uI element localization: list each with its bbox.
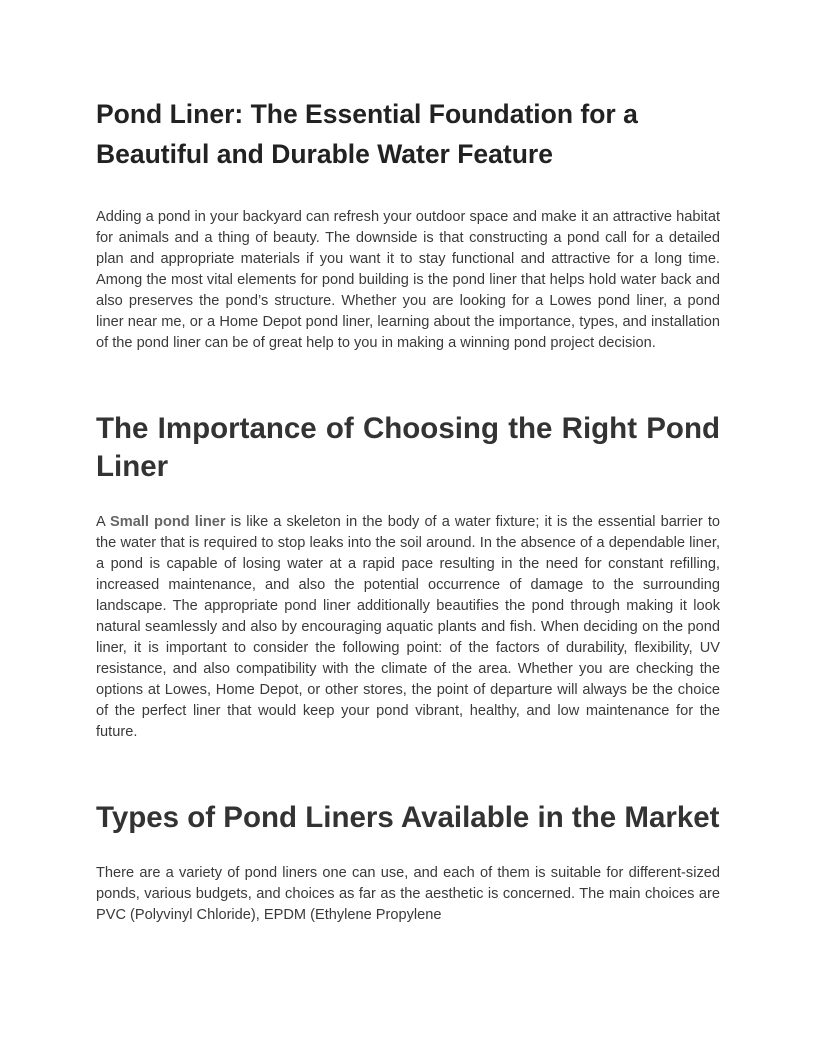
document-page <box>96 94 720 926</box>
intro-paragraph: Adding a pond in your backyard can refresh your outdoor space and make it an attractive habitat for animals and a thing of beauty. The downside is that constructing a pond call for a detailed plan and appropriate materials if you want it to stay functional and attractive for a long time. Among the most vital elements for pond building is the pond liner that helps hold water back and also preserves the pond’s structure. Whether you are looking for a Lowes pond liner, a pond liner near me, or a Home Depot pond liner, learning about the importance, types, and installation of the pond liner can be of great help to you in making a winning pond project decision. <box>96 209 720 351</box>
paragraph-lead: A <box>96 514 111 530</box>
types-paragraph: There are a variety of pond liners one can use, and each of them is suitable for different-sized ponds, various budgets, and choices as far as the aesthetic is concerned. The main choices are PVC (Polyvinyl Chloride), EPDM (Ethylene Propylene <box>96 865 720 923</box>
paragraph-text: is like a skeleton in the body of a water fixture; it is the essential barrier to the water that is required to stop leaks into the soil around. In the absence of a dependable liner, a pond is capable of losing water at a rapid pace resulting in the need for constant refilling, increased maintenance, and also the potential occurrence of damage to the surrounding landscape. The appropriate pond liner additionally beautifies the pond through making it look natural seamlessly and also by encouraging aquatic plants and fish. When deciding on the pond liner, it is important to consider the following point: of the factors of durability, flexibility, UV resistance, and also compatibility with the climate of the area. Whether you are checking the options at Lowes, Home Depot, or other stores, the point of departure will always be the choice of the perfect liner that would keep your pond vibrant, healthy, and low maintenance for the future. <box>96 514 720 740</box>
page-title: Pond Liner: The Essential Foundation for a Beautiful and Durable Water Feature <box>96 99 638 169</box>
section-heading-importance: The Importance of Choosing the Right Pond Liner <box>96 412 720 483</box>
importance-paragraph <box>96 512 720 743</box>
section-heading-types: Types of Pond Liners Available in the Market <box>96 801 720 834</box>
small-pond-liner-link[interactable]: Small pond liner <box>110 514 226 530</box>
